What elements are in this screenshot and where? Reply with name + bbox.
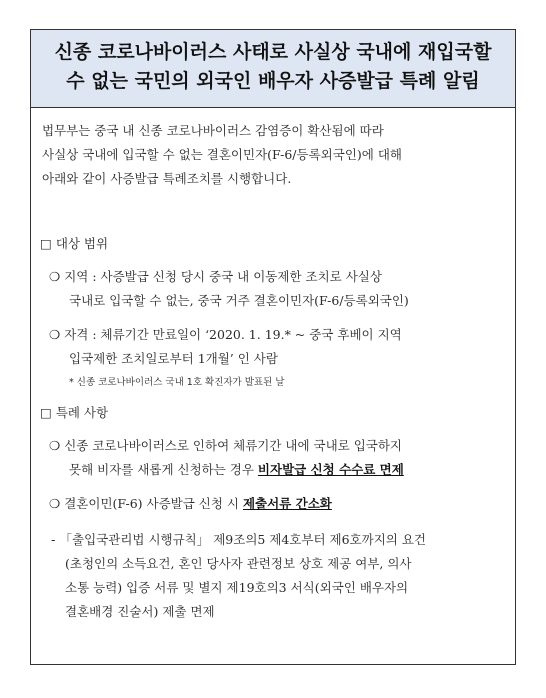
title-line-1: 신종 코로나바이러스 사태로 사실상 국내에 재입국할 [54,41,492,63]
section-target-heading [40,232,108,256]
fee-waiver-plain: 못해 비자를 새롭게 신청하는 경우 [69,462,258,477]
exemption-detail-line-4: 결혼배경 진술서) 제출 면제 [65,604,215,619]
target-region-item [49,265,382,289]
exemption-detail-line-3: 소통 능력) 입증 서류 및 별지 제19호의3 서식(외국인 배우자의 [65,580,409,595]
fee-waiver-item [49,434,402,458]
target-qualification-item [49,323,402,347]
circle-bullet-icon: ❍ [49,269,61,284]
intro-line-3: 아래와 같이 사증발급 특례조치를 시행합니다. [42,171,292,186]
document-simplification-emphasis: 제출서류 간소화 [242,496,332,511]
footnote: * 신종 코로나바이러스 국내 1호 확진자가 발표된 날 [69,377,285,388]
target-region-text: 지역 : 사증발급 신청 당시 중국 내 이동제한 조치로 사실상 [64,269,382,284]
notice-title [31,30,515,108]
target-qualification-continued: 입국제한 조치일로부터 1개월’ 인 사람 [69,351,278,366]
exemption-detail-line-1: 「출입국관리법 시행규칙」 제9조의5 제4호부터 제6호까지의 요건 [59,532,426,547]
square-bullet-icon: □ [40,236,52,251]
dash-bullet: - [51,532,56,547]
document-simplification-plain: 결혼이민(F-6) 사증발급 신청 시 [64,496,243,511]
fee-waiver-continued [69,458,404,482]
target-region-continued: 국내로 입국할 수 없는, 중국 거주 결혼이민자(F-6/등록외국인) [69,293,409,308]
section-heading-label: 대상 범위 [55,236,109,251]
section-heading-label: 특례 사항 [55,405,109,420]
circle-bullet-icon: ❍ [49,496,61,511]
fee-waiver-text: 신종 코로나바이러스로 인하여 체류기간 내에 국내로 입국하지 [64,438,403,453]
intro-line-1: 법무부는 중국 내 신종 코로나바이러스 감염증이 확산됨에 따라 [42,123,384,138]
target-qualification-text: 자격 : 체류기간 만료일이 ‘2020. 1. 19.* ~ 중국 후베이 지역 [64,327,402,342]
intro-line-2: 사실상 국내에 입국할 수 없는 결혼이민자(F-6/등록외국인)에 대해 [42,147,402,162]
exemption-detail-line-2: (초청인의 소득요건, 혼인 당사자 관련정보 상호 제공 여부, 의사 [65,556,412,571]
document-simplification-item [49,492,332,516]
circle-bullet-icon: ❍ [49,327,61,342]
exemption-detail [51,528,426,552]
square-bullet-icon: □ [40,405,52,420]
section-special-heading [40,401,108,425]
title-line-2: 수 없는 국민의 외국인 배우자 사증발급 특례 알림 [66,70,480,92]
notice-box [30,29,516,665]
circle-bullet-icon: ❍ [49,438,61,453]
fee-waiver-emphasis: 비자발급 신청 수수료 면제 [257,462,404,477]
